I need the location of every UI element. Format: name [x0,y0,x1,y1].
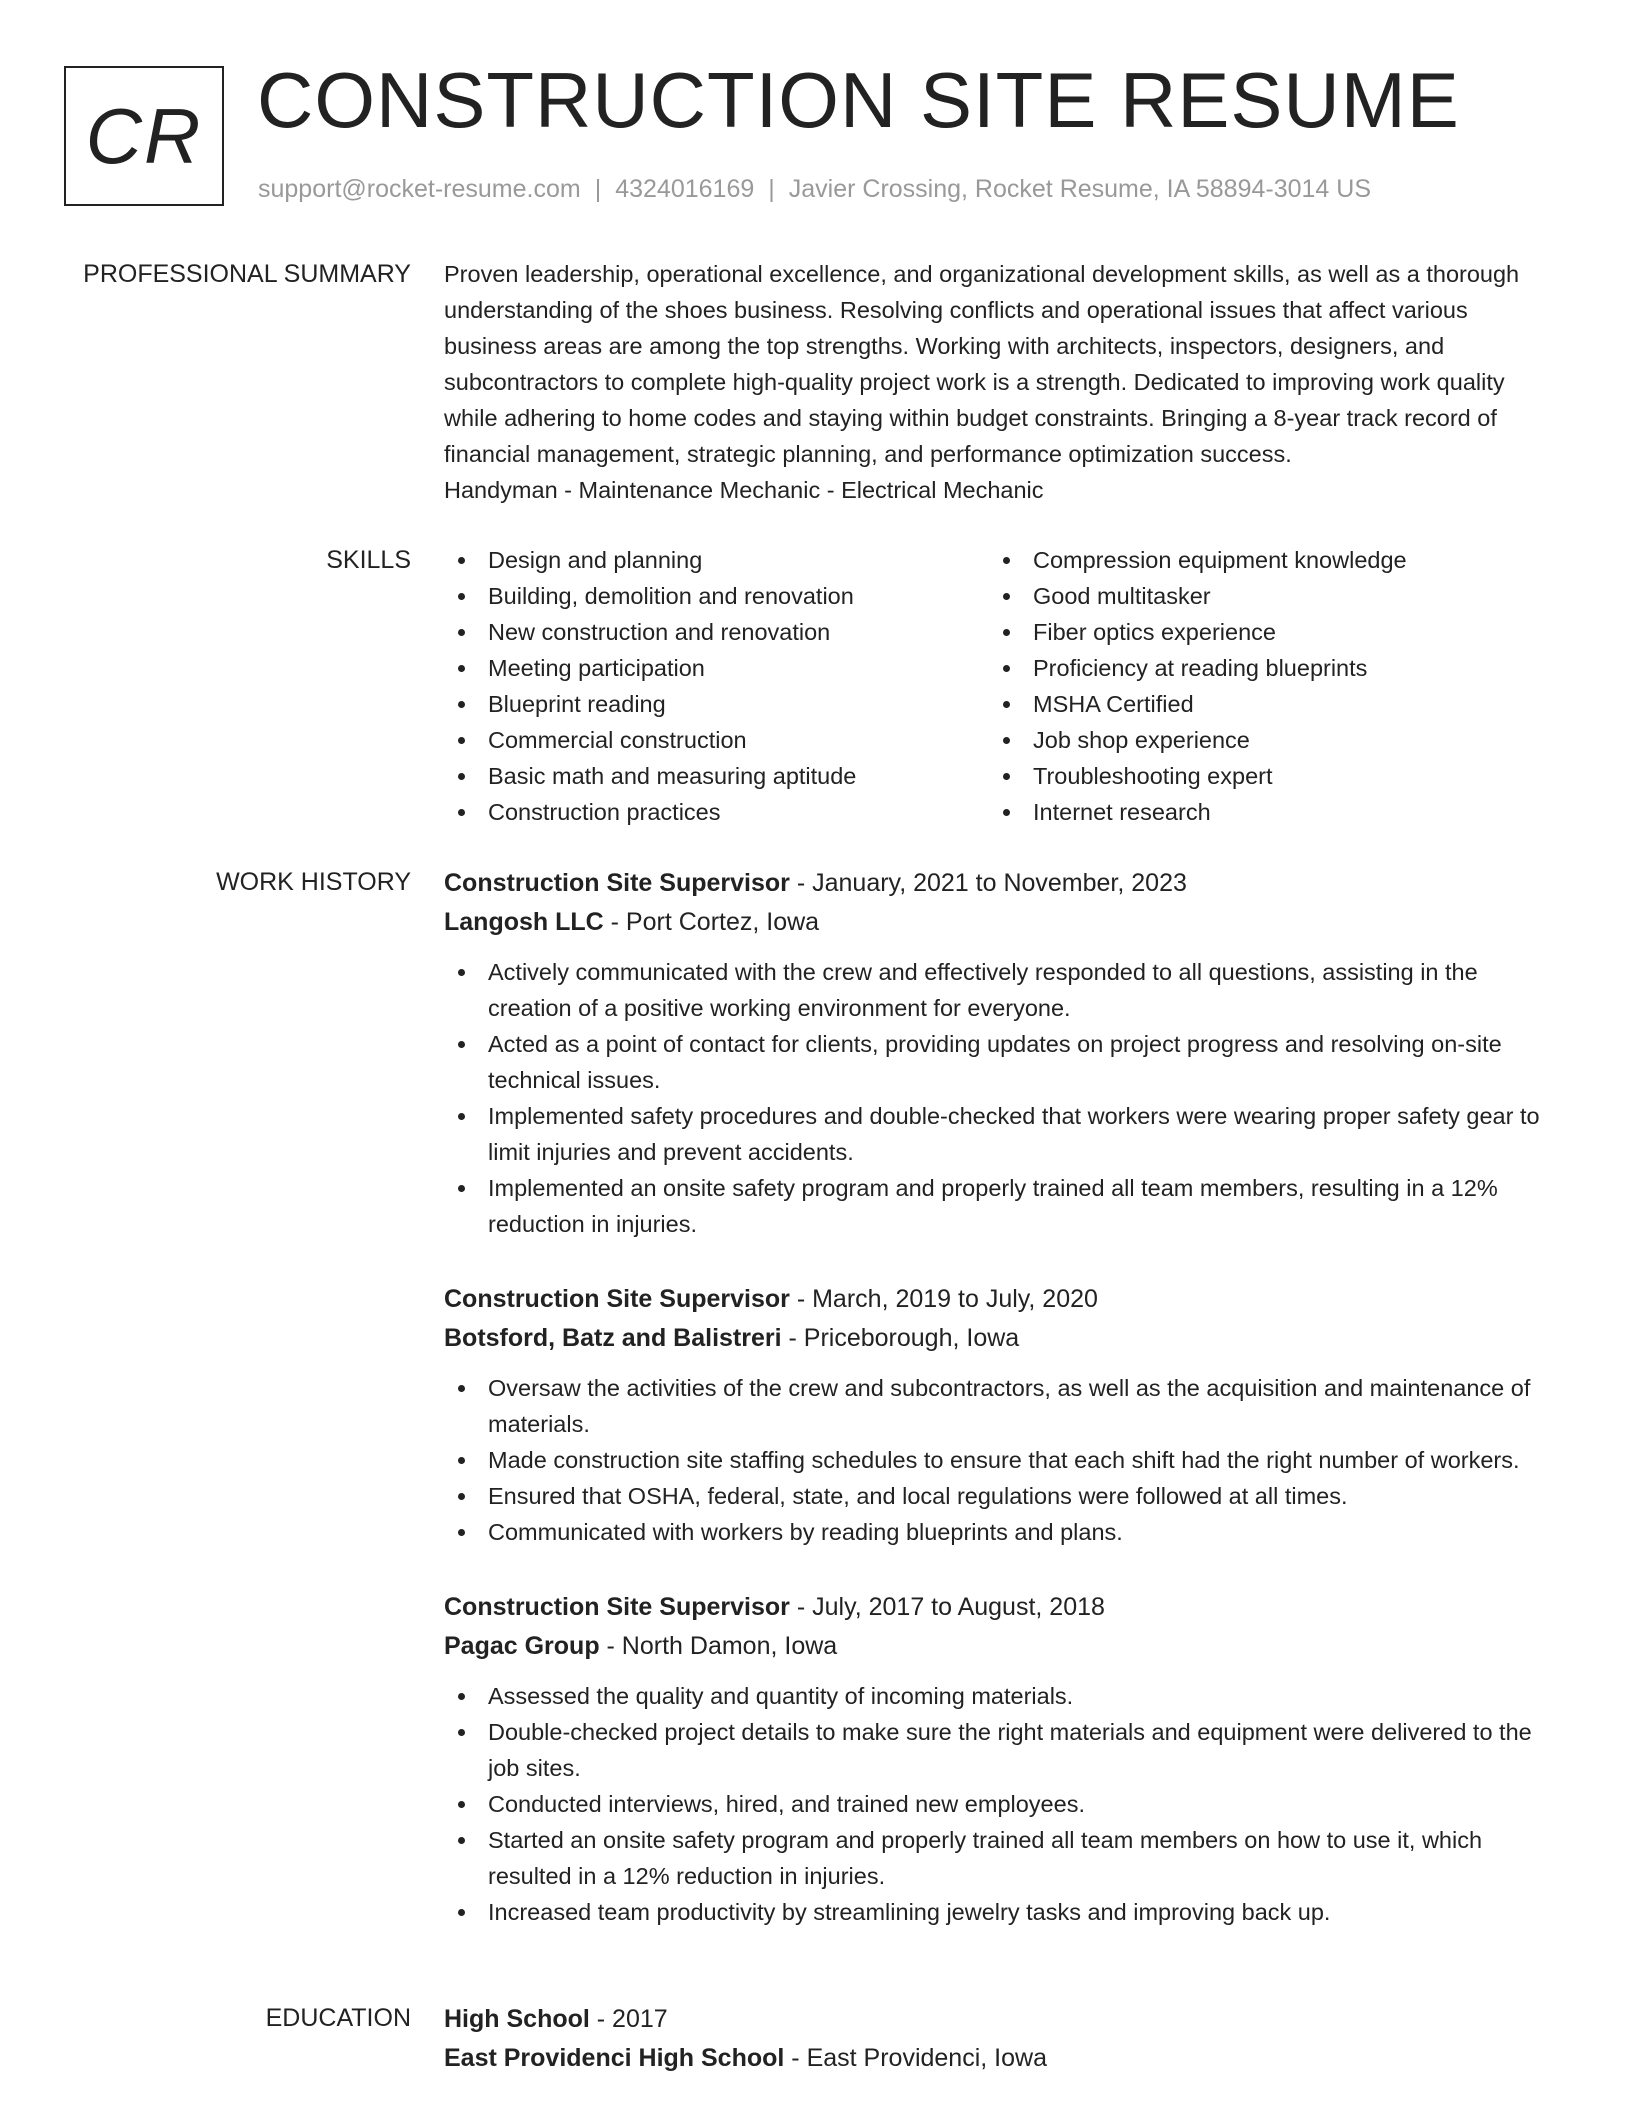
job-title: Construction Site Supervisor [444,1285,790,1313]
job-company: Botsford, Batz and Balistreri [444,1324,782,1352]
contact-address: Javier Crossing, Rocket Resume, IA 58894-3014 US [788,175,1371,203]
skill-item: Construction practices [444,794,989,830]
contact-line [258,174,1371,204]
job-title-line [444,1588,1564,1627]
skill-item: Good multitasker [989,578,1534,614]
job-title: Construction Site Supervisor [444,869,790,897]
monogram-badge: CR [64,66,224,206]
skill-item: Basic math and measuring aptitude [444,758,989,794]
skill-item: Compression equipment knowledge [989,542,1534,578]
skills-list-left [444,542,989,830]
job-bullet: Conducted interviews, hired, and trained new employees. [444,1786,1564,1822]
education-school-line [444,2039,1564,2078]
job-bullet: Acted as a point of contact for clients, providing updates on project progress and resolving on-site technical issues. [444,1026,1564,1098]
job-company: Langosh LLC [444,908,604,936]
education-degree-line [444,2000,1564,2039]
job-bullets [444,1678,1564,1930]
job-bullet: Increased team productivity by streamlining jewelry tasks and improving back up. [444,1894,1564,1930]
job-entry [444,864,1564,1242]
job-location: - Priceborough, Iowa [781,1324,1020,1352]
summary-roles: Handyman - Maintenance Mechanic - Electrical Mechanic [444,477,1044,503]
skill-item: Blueprint reading [444,686,989,722]
education-year: - 2017 [589,2005,668,2033]
skills-label: SKILLS [326,546,411,574]
job-entry [444,1280,1564,1550]
summary-body [444,256,1564,508]
job-bullet: Started an onsite safety program and properly trained all team members on how to use it, which resulted in a 12% reduction in injuries. [444,1822,1564,1894]
job-company-line [444,903,1564,942]
job-bullets [444,1370,1564,1550]
job-title-line [444,1280,1564,1319]
job-dates: - July, 2017 to August, 2018 [789,1593,1105,1621]
work-history-body [444,864,1564,1968]
skill-item: Internet research [989,794,1534,830]
education-location: - East Providenci, Iowa [784,2044,1047,2072]
resume-title: CONSTRUCTION SITE RESUME [257,56,1460,144]
job-location: - North Damon, Iowa [599,1632,838,1660]
job-bullet: Implemented an onsite safety program and properly trained all team members, resulting in a 12% reduction in injuries. [444,1170,1564,1242]
education-degree: High School [444,2005,590,2033]
contact-phone: 4324016169 [615,175,755,203]
education-label: EDUCATION [265,2004,411,2032]
job-company: Pagac Group [444,1632,600,1660]
job-bullet: Implemented safety procedures and double-checked that workers were wearing proper safety gear to limit injuries and prevent accidents. [444,1098,1564,1170]
job-location: - Port Cortez, Iowa [603,908,820,936]
skills-list-right [989,542,1534,830]
job-bullet: Double-checked project details to make sure the right materials and equipment were delivered to the job sites. [444,1714,1564,1786]
job-bullet: Made construction site staffing schedules to ensure that each shift had the right number of workers. [444,1442,1564,1478]
skill-item: Meeting participation [444,650,989,686]
contact-separator: | [594,175,602,203]
job-title: Construction Site Supervisor [444,1593,790,1621]
job-company-line [444,1319,1564,1358]
skills-body [444,542,1564,830]
contact-email: support@rocket-resume.com [258,175,581,203]
job-dates: - January, 2021 to November, 2023 [789,869,1187,897]
job-bullet: Communicated with workers by reading blueprints and plans. [444,1514,1564,1550]
education-body [444,2000,1564,2078]
summary-label: PROFESSIONAL SUMMARY [83,260,411,288]
job-dates: - March, 2019 to July, 2020 [789,1285,1098,1313]
skill-item: New construction and renovation [444,614,989,650]
summary-text: Proven leadership, operational excellence, and organizational development skills, as well as a thorough understanding of the shoes business. Resolving conflicts and operational issues that affect various business areas are among the top strengths. Working with architects, inspectors, designers, and subcontractors to complete high-quality project work is a strength. Dedicated to improving work quality while adhering to home codes and staying within budget constraints. Bringing a 8-year track record of financial management, strategic planning, and performance optimization success. [444,261,1520,467]
job-bullet: Assessed the quality and quantity of incoming materials. [444,1678,1564,1714]
skill-item: Design and planning [444,542,989,578]
job-bullets [444,954,1564,1242]
skill-item: Troubleshooting expert [989,758,1534,794]
job-bullet: Oversaw the activities of the crew and subcontractors, as well as the acquisition and maintenance of materials. [444,1370,1564,1442]
job-bullet: Actively communicated with the crew and effectively responded to all questions, assisting in the creation of a positive working environment for everyone. [444,954,1564,1026]
skill-item: MSHA Certified [989,686,1534,722]
job-title-line [444,864,1564,903]
job-bullet: Ensured that OSHA, federal, state, and local regulations were followed at all times. [444,1478,1564,1514]
contact-separator: | [768,175,775,203]
job-company-line [444,1627,1564,1666]
skill-item: Building, demolition and renovation [444,578,989,614]
skill-item: Job shop experience [989,722,1534,758]
job-entry [444,1588,1564,1930]
education-school: East Providenci High School [444,2044,785,2072]
work-history-label: WORK HISTORY [216,868,411,896]
skill-item: Commercial construction [444,722,989,758]
skill-item: Fiber optics experience [989,614,1534,650]
skill-item: Proficiency at reading blueprints [989,650,1534,686]
